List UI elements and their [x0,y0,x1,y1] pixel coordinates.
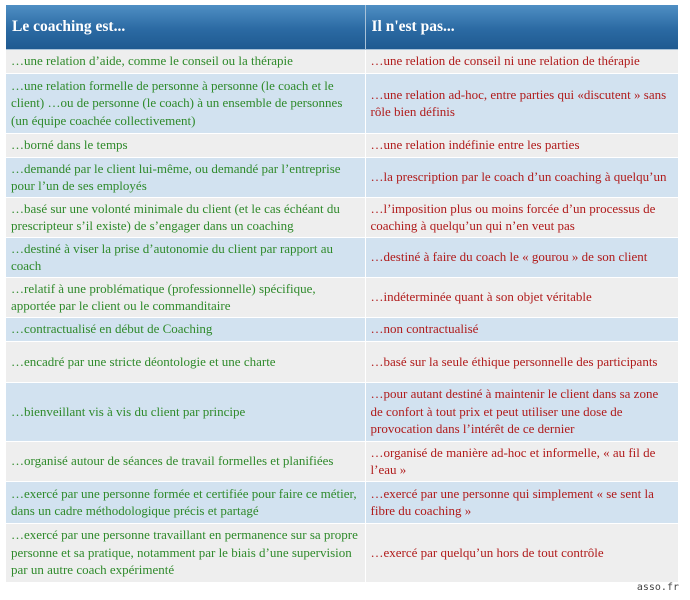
is-not-cell: …l’imposition plus ou moins forcée d’un processus de coaching à quelqu’un qui n’en veut pas [365,197,678,237]
table-row [6,197,678,237]
is-cell: …bienveillant vis à vis du client par principe [6,382,365,441]
header-row [6,5,678,49]
table-row [6,157,678,197]
is-not-cell: …la prescription par le coach d’un coaching à quelqu’un [365,157,678,197]
is-not-cell: …pour autant destiné à maintenir le client dans sa zone de confort à tout prix et peut utiliser une dose de provocation dans l’intérêt de ce dernier [365,382,678,441]
watermark: asso.fr [636,582,679,593]
is-not-cell: …exercé par une personne qui simplement « se sent la fibre du coaching » [365,481,678,523]
table-row [6,481,678,523]
is-not-cell: …une relation ad-hoc, entre parties qui «discutent » sans rôle bien définis [365,73,678,133]
header-is-not: Il n'est pas... [365,5,678,49]
is-not-cell: …non contractualisé [365,317,678,341]
table-row [6,341,678,382]
is-cell: …destiné à viser la prise d’autonomie du client par rapport au coach [6,237,365,277]
table-row [6,441,678,481]
is-not-cell: …indéterminée quant à son objet véritable [365,277,678,317]
is-cell: …borné dans le temps [6,133,365,157]
is-not-cell: …organisé de manière ad-hoc et informelle, « au fil de l’eau » [365,441,678,481]
is-not-cell: …une relation indéfinie entre les parties [365,133,678,157]
is-not-cell: …destiné à faire du coach le « gourou » de son client [365,237,678,277]
table-row [6,73,678,133]
is-cell: …organisé autour de séances de travail formelles et planifiées [6,441,365,481]
comparison-table [6,5,678,583]
is-cell: …basé sur une volonté minimale du client (et le cas échéant du prescripteur s’il existe) de s’engager dans un coaching [6,197,365,237]
table-row [6,277,678,317]
header-is: Le coaching est... [6,5,365,49]
is-cell: …une relation d’aide, comme le conseil ou la thérapie [6,49,365,73]
table-row [6,133,678,157]
is-cell: …une relation formelle de personne à personne (le coach et le client) …ou de personne (le coach) à un ensemble de personnes (un équipe coachée collectivement) [6,73,365,133]
is-not-cell: …exercé par quelqu’un hors de tout contrôle [365,523,678,582]
is-cell: …exercé par une personne formée et certifiée pour faire ce métier, dans un cadre méthodologique précis et partagé [6,481,365,523]
table-row [6,49,678,73]
table-row [6,237,678,277]
is-cell: …exercé par une personne travaillant en permanence sur sa propre personne et sa pratique, notamment par le biais d’une supervision par un autre coach expérimenté [6,523,365,582]
is-cell: …demandé par le client lui-même, ou demandé par l’entreprise pour l’un de ses employés [6,157,365,197]
is-cell: …relatif à une problématique (professionnelle) spécifique, apportée par le client ou le commanditaire [6,277,365,317]
is-not-cell: …basé sur la seule éthique personnelle des participants [365,341,678,382]
table-row [6,523,678,582]
table-row [6,382,678,441]
is-cell: …encadré par une stricte déontologie et une charte [6,341,365,382]
is-cell: …contractualisé en début de Coaching [6,317,365,341]
table-row [6,317,678,341]
is-not-cell: …une relation de conseil ni une relation de thérapie [365,49,678,73]
